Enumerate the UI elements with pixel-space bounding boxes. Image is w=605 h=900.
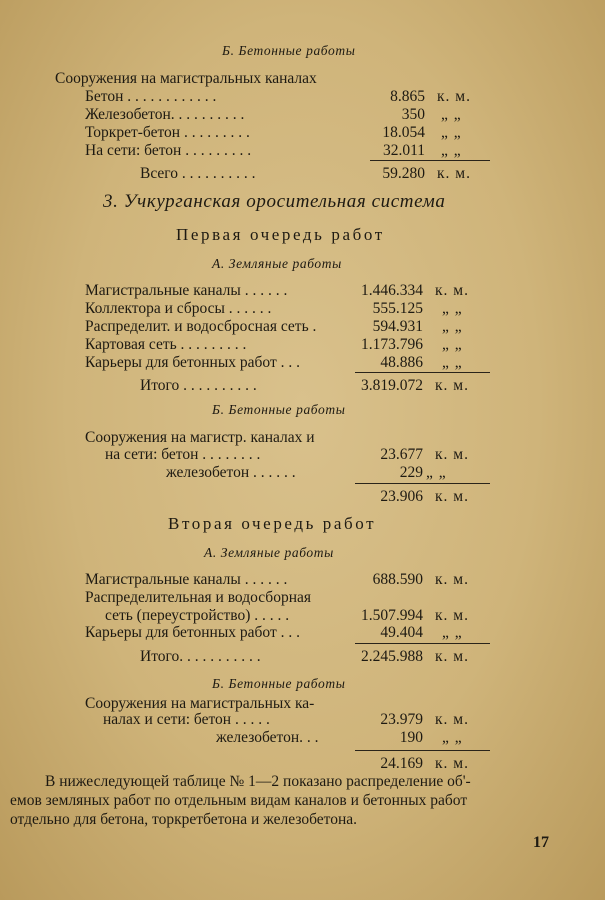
table-row: Карьеры для бетонных работ . . . 48.886 „ „	[85, 354, 463, 371]
total-row: Итого. . . . . . . . . . . 2.245.988 к. м.	[140, 648, 469, 665]
table-row: Распределит. и водосбросная сеть . 594.931 „ „	[85, 318, 463, 335]
divider	[370, 160, 490, 161]
system-title: 3. Учкурганская оросительная система	[103, 191, 446, 212]
page-number: 17	[533, 834, 549, 851]
table-row: налах и сети: бетон . . . . . 23.979 к. м.	[103, 711, 469, 728]
section-heading: Б. Бетонные работы	[222, 43, 356, 58]
divider	[355, 483, 490, 484]
section-heading: Б. Бетонные работы	[212, 402, 346, 417]
total-row: Всего . . . . . . . . . . 59.280 к. м.	[140, 165, 471, 182]
group-label: Сооружения на магистр. каналах и	[85, 429, 315, 446]
table-row: Торкрет-бетон . . . . . . . . . 18.054 „ „	[85, 124, 462, 141]
phase-title: Вторая очередь работ	[168, 514, 377, 533]
group-label: Сооружения на магистральных каналах	[55, 70, 317, 87]
phase-title: Первая очередь работ	[176, 225, 385, 244]
table-row: железобетон. . . 190 „ „	[216, 729, 463, 746]
paragraph-line: емов земляных работ по отдельным видам каналов и бетонных работ	[10, 792, 468, 809]
section-heading: Б. Бетонные работы	[212, 676, 346, 691]
total-row: 24.169 к. м.	[380, 755, 469, 772]
group-label: Сооружения на магистральных ка-	[85, 695, 315, 712]
table-row: Коллектора и сбросы . . . . . . 555.125 „ „	[85, 300, 463, 317]
table-row: Магистральные каналы . . . . . . 1.446.334 к. м.	[85, 282, 469, 299]
section-heading: А. Земляные работы	[204, 545, 334, 560]
total-row: 23.906 к. м.	[380, 488, 469, 505]
section-heading: А. Земляные работы	[212, 256, 342, 271]
total-row: Итого . . . . . . . . . . 3.819.072 к. м.	[140, 377, 469, 394]
divider	[355, 750, 490, 751]
divider	[355, 643, 490, 644]
divider	[355, 372, 490, 373]
table-row: Картовая сеть . . . . . . . . . 1.173.796 „ „	[85, 336, 463, 353]
table-row: Распределительная и водосборная	[85, 589, 311, 606]
table-row: Бетон . . . . . . . . . . . . 8.865 к. м.	[85, 88, 471, 105]
table-row: железобетон . . . . . . 229 „ „	[166, 464, 447, 481]
paragraph-line: В нижеследующей таблице № 1—2 показано распределение об'-	[45, 773, 471, 790]
table-row: На сети: бетон . . . . . . . . . 32.011 „ „	[85, 142, 462, 159]
table-row: Железобетон. . . . . . . . . . 350 „ „	[85, 106, 462, 123]
table-row: сеть (переустройство) . . . . . 1.507.994 к. м.	[105, 607, 469, 624]
table-row: Магистральные каналы . . . . . . 688.590 к. м.	[85, 571, 469, 588]
table-row: на сети: бетон . . . . . . . . 23.677 к. м.	[105, 446, 469, 463]
table-row: Карьеры для бетонных работ . . . 49.404 „ „	[85, 624, 463, 641]
paragraph-line: отдельно для бетона, торкретбетона и железобетона.	[10, 811, 358, 828]
